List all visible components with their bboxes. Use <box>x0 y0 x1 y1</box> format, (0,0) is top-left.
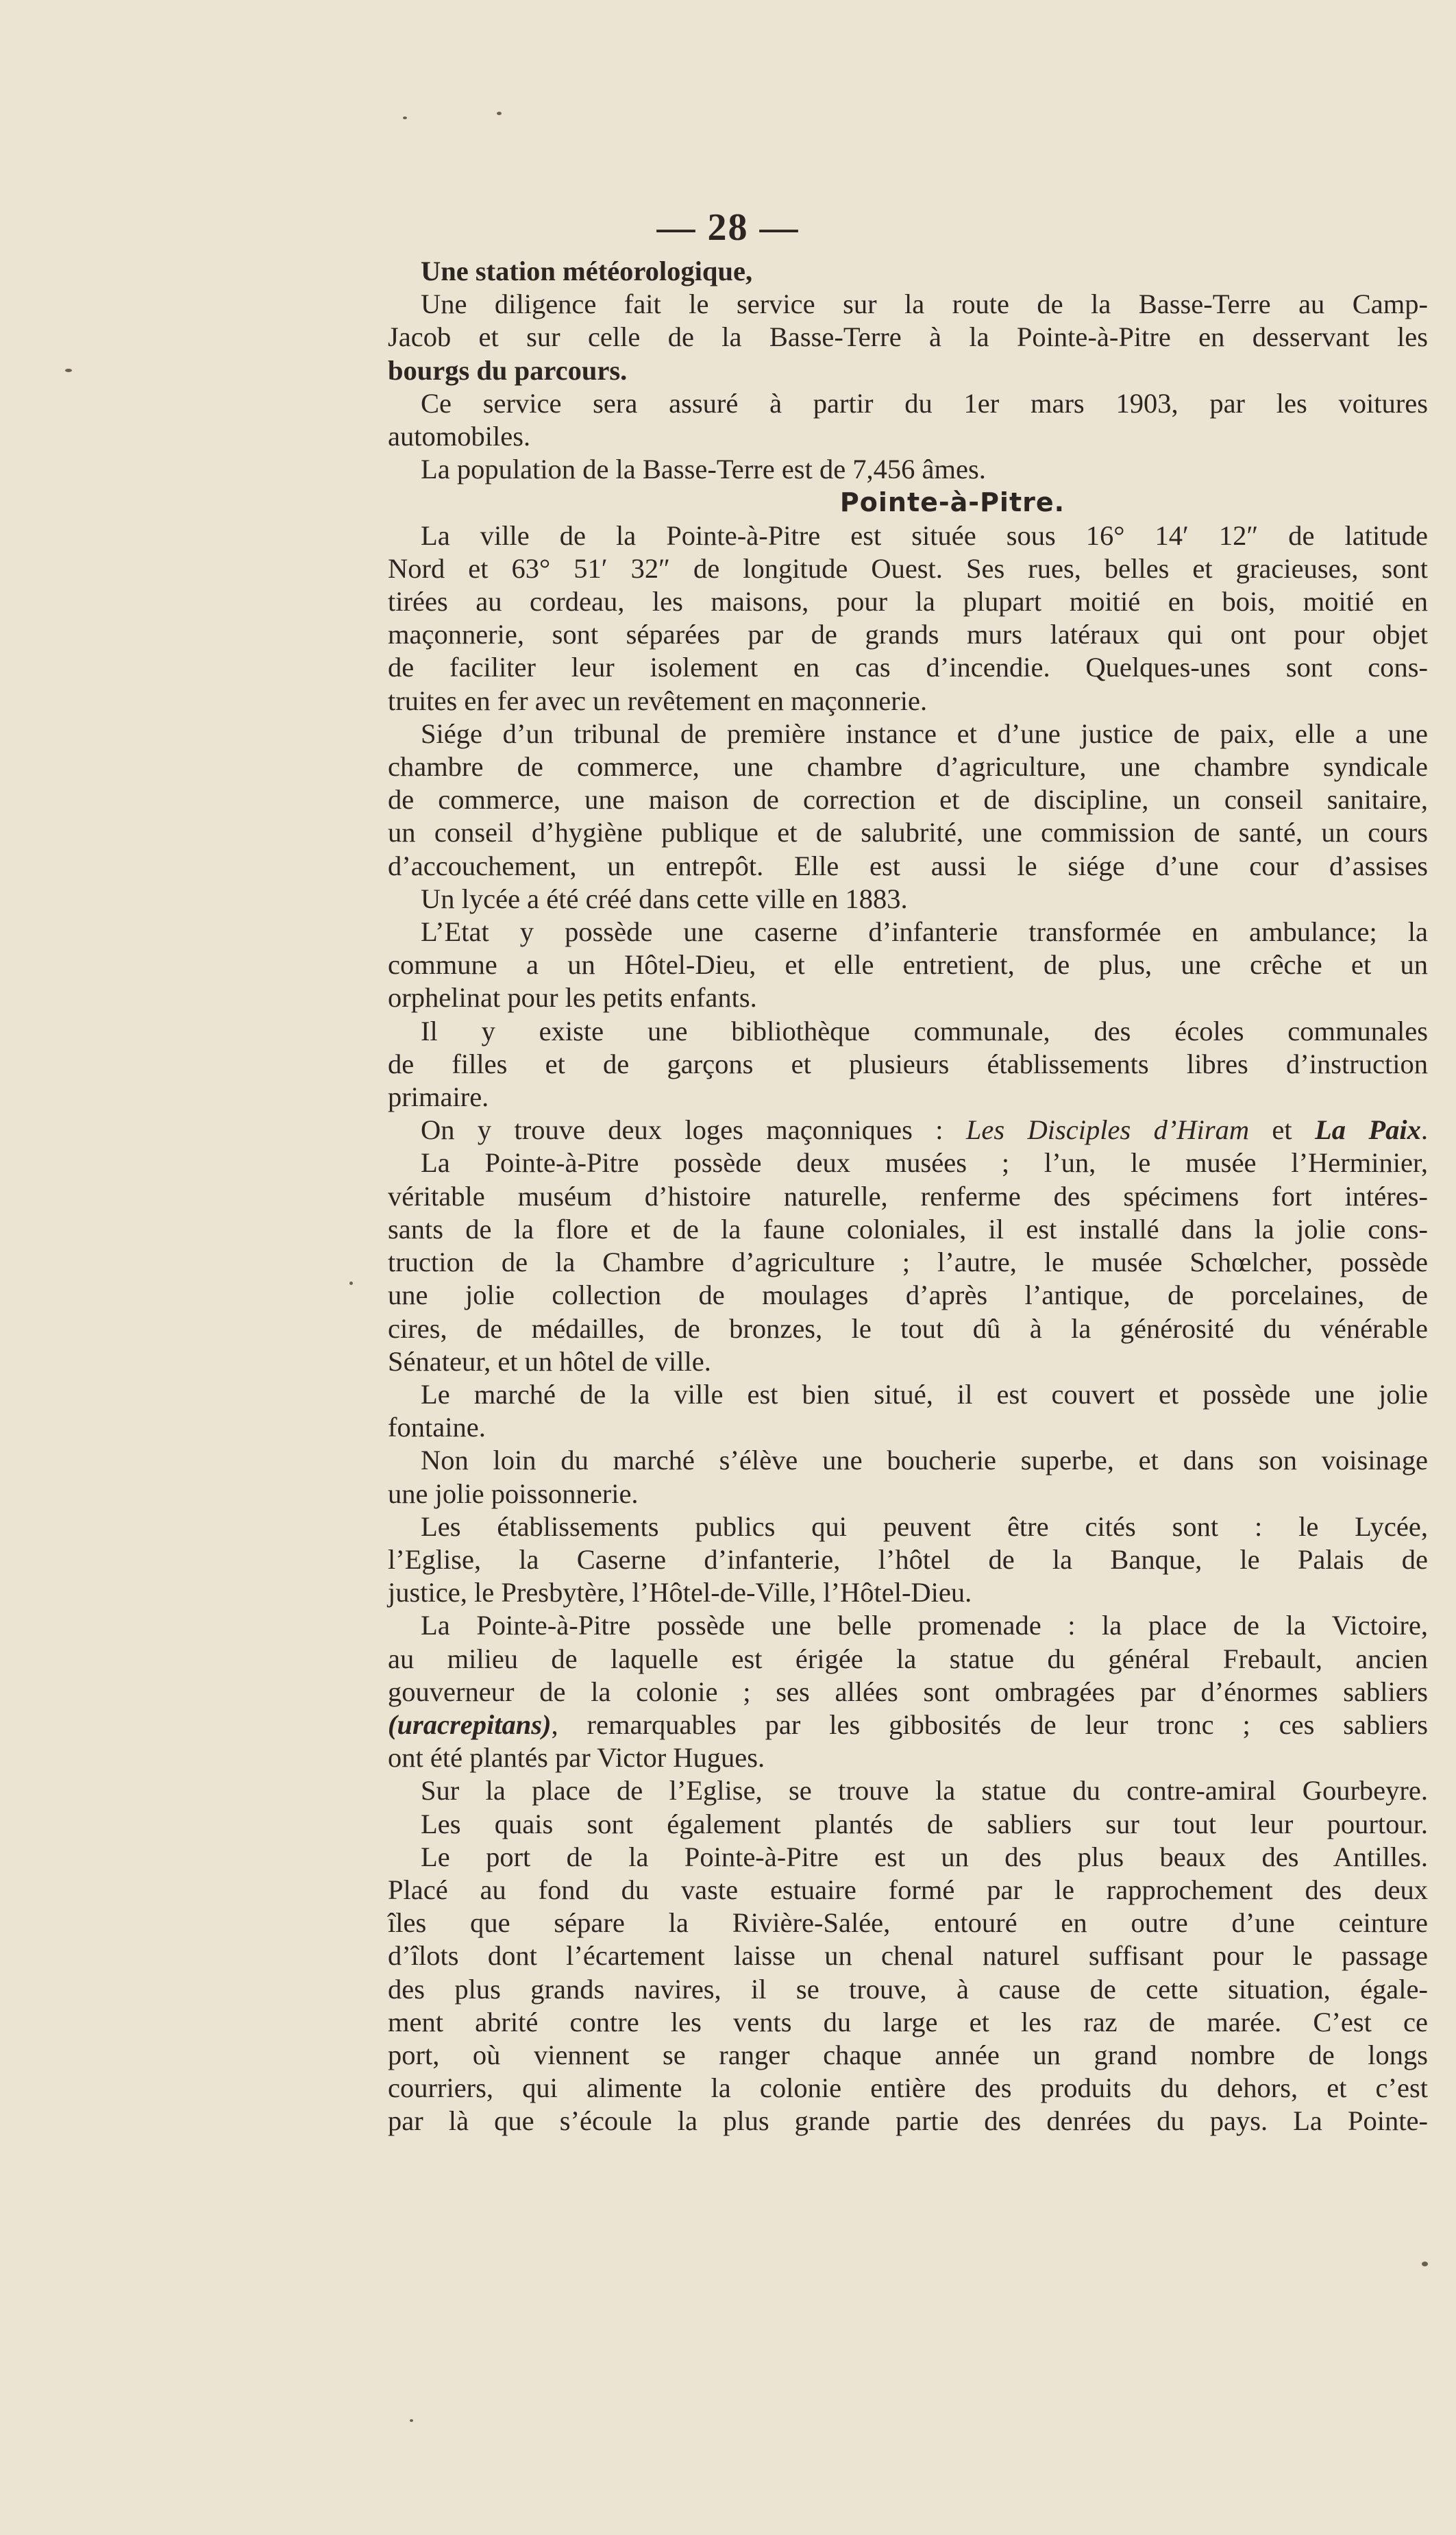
line-text: La Pointe-à-Pitre possède deux musées ; l’un, le musée l’Herminier, <box>421 1147 1428 1179</box>
line-text: primaire. <box>388 1081 489 1113</box>
line-text: Les quais sont également plantés de sabliers sur tout leur pourtour. <box>421 1808 1428 1839</box>
text-line <box>388 1643 1428 1676</box>
text-line <box>388 255 1428 288</box>
line-text: l’Eglise, la Caserne d’infanterie, l’hôtel de la Banque, le Palais de <box>388 1543 1428 1575</box>
text-line <box>388 1973 1428 2006</box>
line-text: La population de la Basse-Terre est de 7,456 âmes. <box>421 454 986 485</box>
line-text: de commerce, une maison de correction et de discipline, un conseil sanitaire, <box>388 784 1428 816</box>
print-speck <box>497 112 502 115</box>
text-line <box>388 1180 1428 1213</box>
text-line <box>388 288 1428 321</box>
line-text: maçonnerie, sont séparées par de grands murs latéraux qui ont pour objet <box>388 619 1428 650</box>
line-text: Une station météorologique, <box>421 256 753 286</box>
line-text: orphelinat pour les petits enfants. <box>388 982 757 1014</box>
line-text: d’accouchement, un entrepôt. Elle est aussi le siége d’une cour d’assises <box>388 850 1428 881</box>
text-line <box>388 2006 1428 2039</box>
line-text: Non loin du marché s’élève une boucherie superbe, et dans son voisinage <box>421 1445 1428 1476</box>
text-line <box>388 321 1428 354</box>
line-text: fontaine. <box>388 1412 486 1443</box>
line-text: automobiles. <box>388 421 531 452</box>
line-text: îles que sépare la Rivière-Salée, entouré en outre d’une ceinture <box>388 1907 1428 1939</box>
text-line <box>388 1939 1428 1972</box>
line-text: cires, de médailles, de bronzes, le tout dû à la générosité du vénérable <box>388 1312 1428 1344</box>
line-text: véritable muséum d’histoire naturelle, renferme des spécimens fort intéres- <box>388 1180 1428 1212</box>
line-text: sants de la flore et de la faune coloniales, il est installé dans la jolie cons- <box>388 1213 1428 1245</box>
lodge-name: Les Disciples d’Hiram <box>965 1114 1250 1146</box>
text-line <box>388 1246 1428 1279</box>
line-text: ment abrité contre les vents du large et les raz de marée. C’est ce <box>388 2006 1428 2037</box>
italic-term: (uracrepitans) <box>388 1709 552 1740</box>
text-line <box>388 1279 1428 1312</box>
line-text: Siége d’un tribunal de première instance et d’une justice de paix, elle a une <box>421 718 1428 749</box>
text-line <box>388 519 1428 552</box>
text-line <box>388 948 1428 981</box>
line-text: Le port de la Pointe-à-Pitre est un des plus beaux des Antilles. <box>421 1841 1428 1872</box>
text-line <box>388 1808 1428 1841</box>
line-text: , remarquables par les gibbosités de leur tronc ; ces sabliers <box>551 1709 1428 1740</box>
line-text: Le marché de la ville est bien situé, il est couvert et possède une jolie <box>421 1378 1428 1410</box>
section-heading: Pointe-à-Pitre. <box>839 487 1065 518</box>
text-line <box>388 618 1428 651</box>
text-line <box>388 651 1428 684</box>
line-text: des plus grands navires, il se trouve, à cause de cette situation, égale- <box>388 1973 1428 2005</box>
line-text: une jolie poissonnerie. <box>388 1478 639 1509</box>
text-line <box>388 1576 1428 1609</box>
line-text: gouverneur de la colonie ; ses allées sont ombragées par d’énormes sabliers <box>388 1676 1428 1707</box>
text-line <box>388 1676 1428 1709</box>
line-text: . <box>1420 1114 1428 1146</box>
page-number: — 28 — <box>656 206 800 249</box>
line-text: chambre de commerce, une chambre d’agriculture, une chambre syndicale <box>388 751 1428 783</box>
line-text: Il y existe une bibliothèque communale, des écoles communales <box>421 1015 1428 1046</box>
line-text: justice, le Presbytère, l’Hôtel-de-Ville, l’Hôtel-Dieu. <box>388 1577 972 1608</box>
text-line <box>388 685 1428 718</box>
text-line <box>388 1213 1428 1246</box>
print-speck <box>410 2419 413 2422</box>
print-speck <box>65 369 72 372</box>
line-text: port, où viennent se ranger chaque année un grand nombre de longs <box>388 2039 1428 2070</box>
text-line <box>388 816 1428 849</box>
line-text: Ce service sera assuré à partir du 1er mars 1903, par les voitures <box>421 387 1428 419</box>
text-line <box>388 1741 1428 1774</box>
line-text: au milieu de laquelle est érigée la statue du général Frebault, ancien <box>388 1643 1428 1674</box>
line-text: par là que s’écoule la plus grande partie des denrées du pays. La Pointe- <box>388 2105 1428 2137</box>
text-line <box>388 420 1428 453</box>
text-line <box>388 1774 1428 1807</box>
line-text: Placé au fond du vaste estuaire formé par le rapprochement des deux <box>388 1874 1428 1905</box>
text-line <box>388 783 1428 816</box>
text-line <box>388 2072 1428 2105</box>
line-text: L’Etat y possède une caserne d’infanterie transformée en ambulance; la <box>421 916 1428 948</box>
line-text: Sénateur, et un hôtel de ville. <box>388 1345 711 1377</box>
line-text: de faciliter leur isolement en cas d’incendie. Quelques-unes sont cons- <box>388 652 1428 683</box>
line-text: tirées au cordeau, les maisons, pour la plupart moitié en bois, moitié en <box>388 586 1428 617</box>
line-text: La Pointe-à-Pitre possède une belle promenade : la place de la Victoire, <box>421 1610 1428 1641</box>
line-text: ont été plantés par Victor Hugues. <box>388 1742 765 1774</box>
line-text: commune a un Hôtel-Dieu, et elle entretient, de plus, une crêche et un <box>388 949 1428 981</box>
text-line <box>388 387 1428 420</box>
text-line <box>388 1543 1428 1576</box>
lodge-name: La Paix <box>1315 1114 1421 1146</box>
text-line <box>388 585 1428 618</box>
line-text: truction de la Chambre d’agriculture ; l’autre, le musée Schœlcher, possède <box>388 1247 1428 1278</box>
line-text: Une diligence fait le service sur la route de la Basse-Terre au Camp- <box>421 289 1428 320</box>
text-line <box>388 1444 1428 1477</box>
text-line <box>388 1874 1428 1907</box>
line-text: Jacob et sur celle de la Basse-Terre à la Pointe-à-Pitre en desservant les <box>388 321 1428 353</box>
text-line <box>388 1345 1428 1378</box>
text-line <box>388 1478 1428 1510</box>
text-line <box>388 1841 1428 1874</box>
line-text: Un lycée a été créé dans cette ville en 1883. <box>421 883 908 914</box>
text-line <box>388 2039 1428 2072</box>
text-line <box>388 916 1428 948</box>
text-line <box>388 552 1428 585</box>
text-line <box>388 354 1428 387</box>
text-line <box>388 1114 1428 1147</box>
text-line <box>388 1609 1428 1642</box>
text-line <box>388 1907 1428 1939</box>
line-text: courriers, qui alimente la colonie entière des produits du dehors, et c’est <box>388 2072 1428 2104</box>
text-line <box>388 1378 1428 1411</box>
print-speck <box>403 117 407 119</box>
text-line <box>388 1312 1428 1345</box>
text-line <box>388 883 1428 916</box>
line-text: Nord et 63° 51′ 32″ de longitude Ouest. Ses rues, belles et gracieuses, sont <box>388 552 1428 584</box>
line-text: La ville de la Pointe-à-Pitre est située sous 16° 14′ 12″ de latitude <box>421 519 1428 551</box>
line-text: Sur la place de l’Eglise, se trouve la statue du contre-amiral Gourbeyre. <box>421 1775 1428 1807</box>
body-text <box>388 255 1428 2138</box>
text-line <box>388 981 1428 1014</box>
line-text: un conseil d’hygiène publique et de salubrité, une commission de santé, un cours <box>388 817 1428 848</box>
line-text: On y trouve deux loges maçonniques : <box>421 1114 943 1146</box>
text-line <box>388 750 1428 783</box>
text-line <box>388 2105 1428 2138</box>
print-speck <box>1422 2262 1428 2266</box>
text-line <box>388 718 1428 750</box>
print-speck <box>349 1282 353 1285</box>
line-text: et <box>1249 1114 1316 1146</box>
text-line <box>388 1709 1428 1741</box>
line-text: d’îlots dont l’écartement laisse un chenal naturel suffisant pour le passage <box>388 1940 1428 1972</box>
line-text: bourgs du parcours. <box>388 354 628 386</box>
text-line <box>388 1510 1428 1543</box>
text-line <box>388 1048 1428 1081</box>
text-line <box>388 1081 1428 1114</box>
text-line <box>388 1015 1428 1048</box>
line-text: Les établissements publics qui peuvent être cités sont : le Lycée, <box>421 1510 1428 1542</box>
text-line <box>388 1147 1428 1179</box>
line-text: une jolie collection de moulages d’après l’antique, de porcelaines, de <box>388 1279 1428 1311</box>
text-line <box>388 453 1428 486</box>
line-text: truites en fer avec un revêtement en maçonnerie. <box>388 685 928 716</box>
line-text: de filles et de garçons et plusieurs établissements libres d’instruction <box>388 1048 1428 1079</box>
text-line <box>388 1411 1428 1444</box>
text-line <box>388 850 1428 883</box>
